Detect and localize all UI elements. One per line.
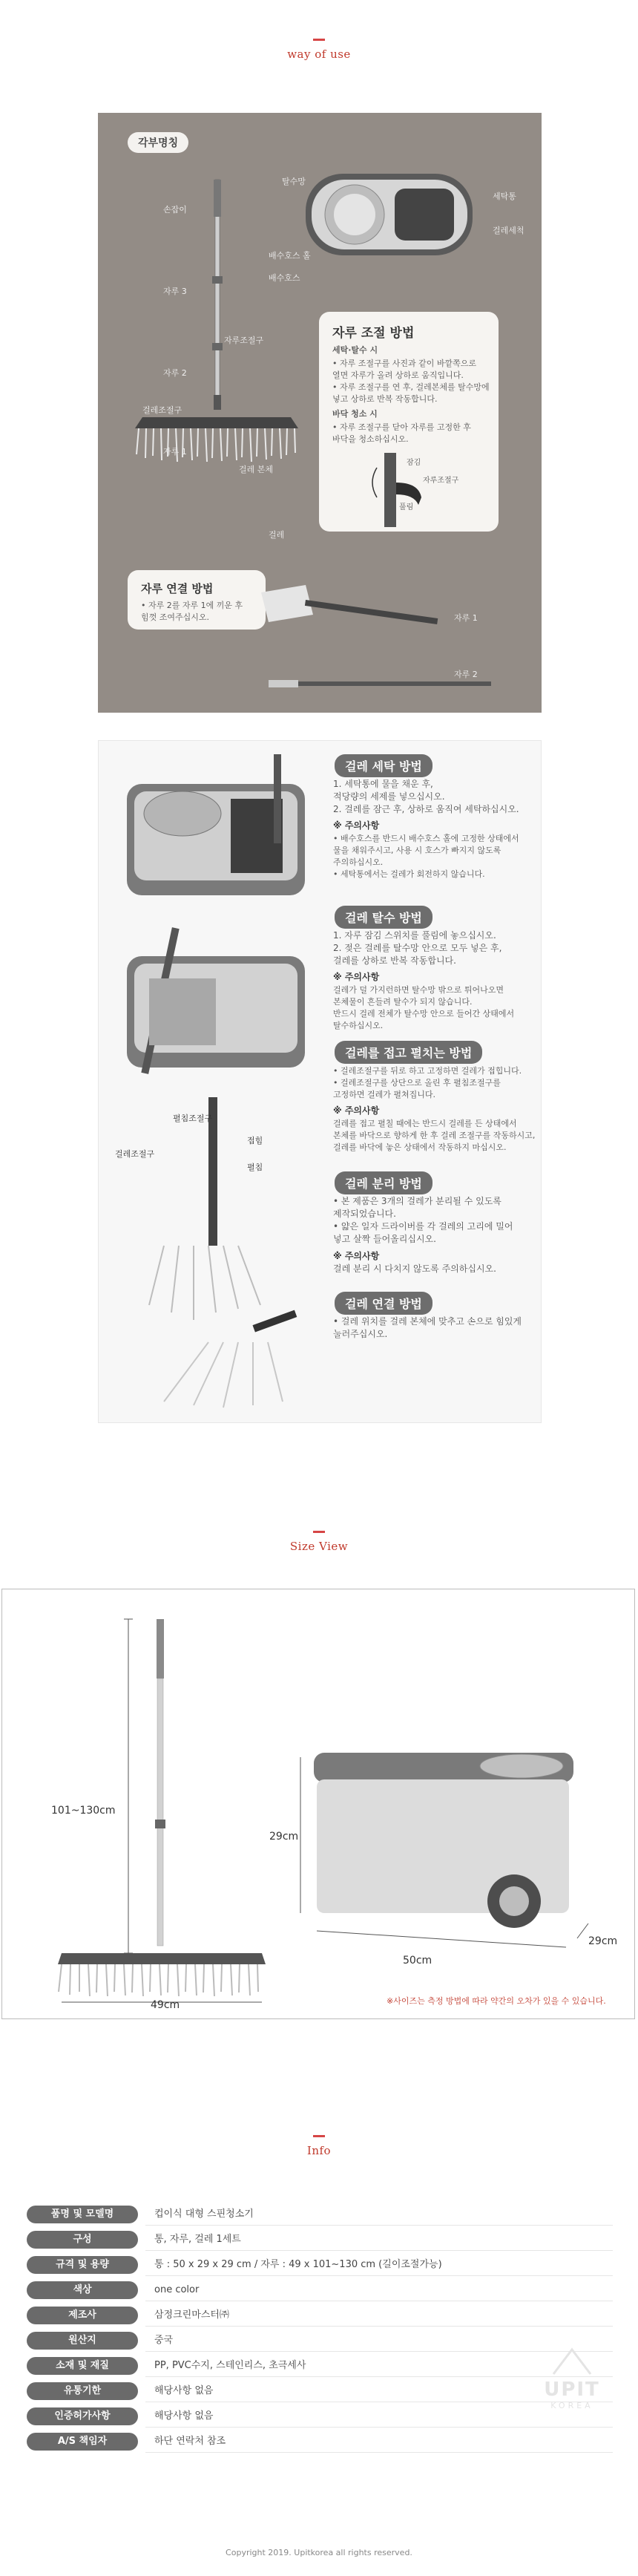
spin-line: 1. 자루 잠김 스위치를 풀림에 놓으십시오. (333, 930, 496, 941)
label-mop-adjust: 걸레조절구 (115, 1149, 155, 1159)
info-row (27, 2380, 613, 2402)
accent-bar (313, 1531, 325, 1533)
label-drain-hose: 배수호스 (269, 273, 300, 283)
fold-line: • 걸레조절구를 상단으로 올린 후 펼침조절구를 (333, 1078, 501, 1088)
wash-note: • 세탁통에서는 걸레가 회전하지 않습니다. (333, 869, 485, 879)
info-key: A/S 책임자 (27, 2433, 138, 2451)
label-pole1: 자루 1 (163, 447, 187, 457)
instructions-panel (98, 740, 542, 1423)
info-value: 통 : 50 x 29 x 29 cm / 자루 : 49 x 101~130 cm (길이조절가능) (154, 2259, 442, 2270)
bucket-top-illustration (298, 166, 484, 263)
label-mop-clean: 걸레세척 (493, 226, 524, 235)
knob-illustration (355, 453, 436, 527)
section-header-info (0, 2135, 638, 2157)
info-key: 제조사 (27, 2307, 138, 2324)
wash-line: 적당량의 세제를 넣으십시오. (333, 791, 445, 802)
fold-title: 걸레를 접고 펼치는 방법 (335, 1041, 482, 1064)
info-row (27, 2254, 613, 2276)
mop-width-label: 49cm (151, 1999, 180, 2011)
spin-line: 걸레를 상하로 반복 작동합니다. (333, 955, 456, 966)
info-row (27, 2355, 613, 2377)
label-pole2: 자루 2 (163, 368, 187, 378)
info-key: 규격 및 용량 (27, 2256, 138, 2274)
label-close: 잠김 (407, 459, 421, 467)
info-key: 인증허가사항 (27, 2407, 138, 2425)
wash-note: • 배수호스를 반드시 배수호스 홀에 고정한 상태에서 (333, 834, 519, 843)
section-title: Info (306, 2144, 332, 2157)
section-header-size-view (0, 1531, 638, 1553)
attach-line: 눌러주십시오. (333, 1329, 388, 1339)
attach-line: • 걸레 위치를 걸레 본체에 맞추고 손으로 힘있게 (333, 1316, 522, 1327)
fold-line: • 걸레조절구를 뒤로 하고 고정하면 걸레가 접힙니다. (333, 1066, 522, 1076)
card-title: 자루 조절 방법 (332, 326, 415, 341)
pole-connect-illustration (239, 570, 521, 704)
card-line: • 자루 조절구를 닫아 자루를 고정한 후 (332, 422, 471, 432)
card-line: 넣고 상하로 반복 작동합니다. (332, 394, 438, 404)
label-wash-area: 세탁통 (493, 192, 516, 201)
label-close: 접힘 (247, 1136, 263, 1145)
info-value: 삼정크린마스터㈜ (154, 2309, 229, 2321)
label-drain-hose-hole: 배수호스 홀 (269, 251, 311, 261)
label-open: 풀림 (399, 503, 414, 511)
label-mop: 걸레 (269, 530, 285, 540)
detach-line: • 얇은 일자 드라이버를 각 걸레의 고리에 밀어 (333, 1221, 513, 1232)
spin-note: 탈수하십시오. (333, 1021, 384, 1030)
parts-title: 각부명칭 (128, 132, 188, 153)
size-panel (1, 1589, 635, 2019)
info-value: PP, PVC수지, 스테인리스, 초극세사 (154, 2360, 306, 2371)
spin-note-title: ※ 주의사항 (333, 972, 380, 982)
info-value: 통, 자루, 걸레 1세트 (154, 2234, 241, 2245)
fold-line: 고정하면 걸레가 펼쳐집니다. (333, 1090, 436, 1099)
info-value: one color (154, 2284, 200, 2295)
bucket-depth-label: 29cm (588, 1935, 618, 1947)
size-note: ※사이즈는 측정 방법에 따라 약간의 오차가 있을 수 있습니다. (387, 1996, 606, 2006)
info-row (27, 2304, 613, 2327)
fold-note: 걸레를 바닥에 놓은 상태에서 작동하지 마십시오. (333, 1142, 507, 1152)
fold-note: 본체를 바닥으로 향하게 한 후 걸레 조절구를 작동하시고, (333, 1131, 536, 1140)
card-title: 자루 연결 방법 (141, 582, 214, 595)
copyright: Copyright 2019. Upitkorea all rights reserved. (226, 2548, 412, 2557)
pole-adjust-card (319, 312, 499, 532)
card-line: • 자루 조절구를 연 후, 걸레본체를 탈수망에 (332, 382, 490, 392)
info-value: 해당사항 없음 (154, 2410, 214, 2422)
attach-title: 걸레 연결 방법 (335, 1292, 433, 1315)
detach-line: 넣고 살짝 들어올리십시오. (333, 1234, 436, 1244)
info-key: 품명 및 모델명 (27, 2206, 138, 2223)
card-line: 열면 자루가 올려 상하로 움직입니다. (332, 370, 464, 380)
label-pole-adjust: 자루조절구 (224, 336, 264, 345)
info-value: 중국 (154, 2335, 174, 2346)
wash-title: 걸레 세탁 방법 (335, 754, 433, 777)
card-line: 힘껏 조여주십시오. (141, 612, 210, 622)
card-subtitle: 세탁·탈수 시 (332, 345, 378, 355)
detach-title: 걸레 분리 방법 (335, 1171, 433, 1194)
label-handle: 손잡이 (163, 205, 187, 215)
watermark-brand: UPIT (544, 2379, 600, 2401)
spin-title: 걸레 탈수 방법 (335, 906, 433, 929)
fold-note-title: ※ 주의사항 (333, 1105, 380, 1116)
section-title: way of use (287, 48, 351, 61)
house-icon (550, 2346, 594, 2376)
label-fold-adjust: 펼침조절구 (173, 1114, 213, 1123)
card-line: • 자루 조절구를 사진과 같이 바깥쪽으로 (332, 359, 476, 368)
accent-bar (313, 39, 325, 41)
wash-note-title: ※ 주의사항 (333, 820, 380, 831)
label-pole3: 자루 3 (163, 287, 187, 296)
spin-line: 2. 젖은 걸레를 탈수망 안으로 모두 넣은 후, (333, 943, 502, 953)
wash-line: 2. 걸레를 잠근 후, 상하로 움직여 세탁하십시오. (333, 804, 519, 814)
label-mop-body: 걸레 본체 (239, 465, 274, 474)
pole-height-label: 101~130cm (51, 1805, 116, 1817)
info-key: 색상 (27, 2281, 138, 2299)
parts-panel (98, 113, 542, 713)
info-row (27, 2279, 613, 2301)
label-open: 펼침 (247, 1163, 263, 1172)
section-header-way-of-use (0, 39, 638, 61)
info-row (27, 2405, 613, 2428)
brand-watermark (531, 2346, 613, 2410)
fold-illustration (119, 1097, 320, 1409)
spin-note: 걸레가 덜 가지런하면 탈수망 밖으로 튀어나오면 (333, 985, 504, 995)
section-title: Size View (289, 1540, 349, 1553)
label-pole1: 자루 1 (454, 613, 478, 623)
info-row (27, 2430, 613, 2453)
wash-note: 물을 채워주시고, 사용 시 호스가 빠지지 않도록 (333, 846, 501, 855)
detach-line: • 본 제품은 3개의 걸레가 분리될 수 있도록 (333, 1196, 501, 1206)
detach-note-title: ※ 주의사항 (333, 1251, 380, 1261)
info-key: 소재 및 재질 (27, 2357, 138, 2375)
fold-note: 걸레를 접고 펼칠 때에는 반드시 걸레를 든 상태에서 (333, 1119, 517, 1128)
card-line: 바닥을 청소하십시오. (332, 434, 409, 444)
info-value: 하단 연락처 참조 (154, 2436, 226, 2447)
spin-illustration (119, 926, 320, 1090)
card-subtitle: 바닥 청소 시 (332, 409, 378, 419)
label-pole2: 자루 2 (454, 670, 478, 679)
info-row (27, 2203, 613, 2226)
detach-line: 제작되었습니다. (333, 1209, 396, 1219)
bucket-length-label: 50cm (403, 1955, 433, 1967)
card-line: • 자루 2를 자루 1에 끼운 후 (141, 601, 243, 610)
wash-note: 주의하십시오. (333, 857, 384, 867)
info-value: 해당사항 없음 (154, 2385, 214, 2396)
label-spin-basket: 탈수망 (282, 177, 306, 186)
spin-note: 본체물이 흔들려 탈수가 되지 않습니다. (333, 997, 473, 1007)
accent-bar (313, 2135, 325, 2137)
bucket-size-illustration (284, 1723, 596, 1961)
label-knob: 자루조절구 (423, 477, 459, 485)
info-value: 컵이식 대형 스핀청소기 (154, 2209, 254, 2220)
mop-illustration (120, 172, 313, 469)
detach-note: 걸레 분리 시 다치지 않도록 주의하십시오. (333, 1264, 496, 1274)
wash-line: 1. 세탁통에 물을 채운 후, (333, 779, 433, 789)
info-row (27, 2330, 613, 2352)
info-key: 구성 (27, 2231, 138, 2249)
label-mop-adjust: 걸레조절구 (142, 405, 182, 415)
info-key: 유통기한 (27, 2382, 138, 2400)
wash-illustration (119, 754, 320, 918)
watermark-sub: KOREA (550, 2401, 593, 2410)
spin-note: 반드시 걸레 전체가 탈수망 안으로 들어간 상태에서 (333, 1009, 515, 1019)
bucket-height-label: 29cm (269, 1831, 299, 1843)
info-row (27, 2229, 613, 2251)
info-key: 원산지 (27, 2332, 138, 2350)
